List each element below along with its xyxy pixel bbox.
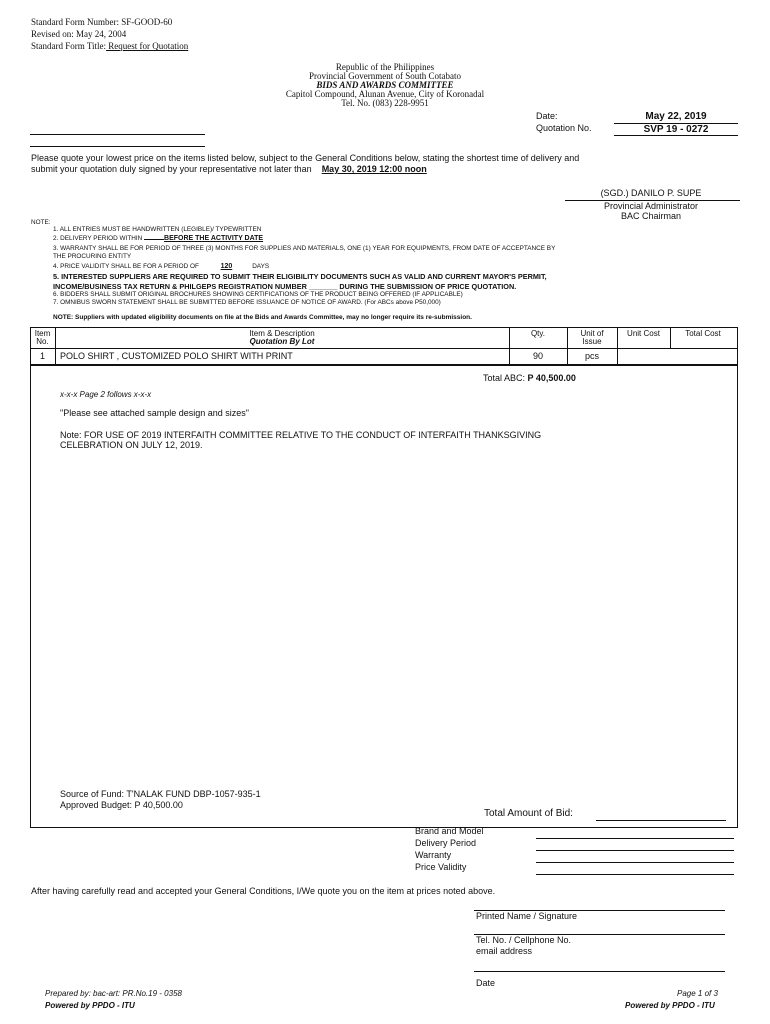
note-2-prefix: 2. DELIVERY PERIOD WITHIN xyxy=(53,235,143,242)
header-total-cost: Total Cost xyxy=(685,329,721,338)
note-4 xyxy=(53,263,269,270)
interfaith-note-2: CELEBRATION ON JULY 12, 2019. xyxy=(60,440,203,450)
total-abc-label: Total ABC: xyxy=(483,373,526,383)
warranty-field[interactable] xyxy=(536,862,734,863)
acceptance-text: After having carefully read and accepted your General Conditions, I/We quote you on the item at prices noted above. xyxy=(31,886,496,896)
note-4-suffix: DAYS xyxy=(252,263,270,270)
header-unit-2: Issue xyxy=(582,337,602,346)
row-unit: pcs xyxy=(584,351,599,361)
prepared-by: Prepared by: bac-art: PR.No.19 - 0358 xyxy=(45,989,182,998)
deadline: May 30, 2019 12:00 noon xyxy=(321,164,427,174)
note-3a: 3. WARRANTY SHALL BE FOR PERIOD OF THREE (3) MONTHS FOR SUPPLIES AND MATERIALS, ONE (1) YEAR FOR EQUIPMENTS, FROM DATE OF ACCEPTANCE BY xyxy=(53,245,556,252)
price-validity-field[interactable] xyxy=(536,874,734,875)
recipient-line-1 xyxy=(30,134,205,135)
row-qty: 90 xyxy=(532,351,543,361)
signatory-name: (SGD.) DANILO P. SUPE xyxy=(600,188,702,198)
note-7: 7. OMNIBUS SWORN STATEMENT SHALL BE SUBMITTED BEFORE ISSUANCE OF NOTICE OF AWARD. (For ABCs above P50,000) xyxy=(53,299,441,306)
note-4-prefix: 4. PRICE VALIDITY SHALL BE FOR A PERIOD OF xyxy=(53,263,199,270)
form-title xyxy=(31,41,188,51)
notes-label: NOTE: xyxy=(31,219,51,226)
page-number: Page 1 of 3 xyxy=(677,989,718,998)
agency-telephone: Tel. No. (083) 228-9951 xyxy=(341,98,429,108)
tel-label: Tel. No. / Cellphone No. xyxy=(476,935,572,945)
printed-name-label: Printed Name / Signature xyxy=(476,911,578,921)
total-bid-label: Total Amount of Bid: xyxy=(484,808,573,819)
signatory-position-1: Provincial Administrator xyxy=(603,201,699,211)
row-description: POLO SHIRT , CUSTOMIZED POLO SHIRT WITH PRINT xyxy=(60,351,293,361)
powered-by-left: Powered by PPDO - ITU xyxy=(45,1001,135,1010)
revised-date: Revised on: May 24, 2004 xyxy=(31,29,127,39)
agency-government: Provincial Government of South Cotabato xyxy=(309,71,461,81)
powered-by-right: Powered by PPDO - ITU xyxy=(625,1001,715,1010)
note-bold: NOTE: Suppliers with updated eligibility documents on file at the Bids and Awards Committee, may no longer require its re-submission. xyxy=(53,314,472,321)
note-1: 1. ALL ENTRIES MUST BE HANDWRITTEN (LEGIBLE)/ TYPEWRITTEN xyxy=(53,226,262,233)
header-item: Item xyxy=(34,329,51,338)
header-unit-1: Unit of xyxy=(580,329,604,338)
items-table xyxy=(30,327,738,828)
interfaith-note-1: Note: FOR USE OF 2019 INTERFAITH COMMITTEE RELATIVE TO THE CONDUCT OF INTERFAITH THANKSGIVING xyxy=(60,430,542,440)
header-qty: Qty. xyxy=(530,329,546,338)
row-divider xyxy=(30,364,738,366)
delivery-field[interactable] xyxy=(536,850,734,851)
header-description: Item & Description xyxy=(249,329,315,338)
warranty-label: Warranty xyxy=(415,850,452,860)
date-field[interactable] xyxy=(474,971,725,972)
delivery-label: Delivery Period xyxy=(415,838,477,848)
total-abc xyxy=(483,373,576,383)
note-5b: INCOME/BUSINESS TAX RETURN & PHILGEPS REGISTRATION NUMBER _______ DURING THE SUBMISSION OF PRICE QUOTATION. xyxy=(53,282,517,291)
recipient-line-2 xyxy=(30,146,205,147)
quotation-label: Quotation No. xyxy=(536,123,592,133)
header-unit-cost: Unit Cost xyxy=(627,329,660,338)
intro-line-1: Please quote your lowest price on the items listed below, subject to the General Conditions below, stating the shortest time of delivery and xyxy=(31,153,580,163)
note-5a: 5. INTERESTED SUPPLIERS ARE REQUIRED TO SUBMIT THEIR ELIGIBILITY DOCUMENTS SUCH AS VALID AND CURRENT MAYOR'S PERMIT, xyxy=(53,272,547,281)
signatory-position-2: BAC Chairman xyxy=(620,211,682,221)
email-label: email address xyxy=(476,946,533,956)
intro-line-2 xyxy=(31,164,427,174)
form-number: Standard Form Number: SF-GOOD-60 xyxy=(31,17,173,27)
quotation-underline xyxy=(614,135,738,136)
header-no: No. xyxy=(36,337,49,346)
total-abc-value: P 40,500.00 xyxy=(527,373,576,383)
agency-country: Republic of the Philippines xyxy=(335,62,435,72)
brand-label: Brand and Model xyxy=(415,826,484,836)
price-validity-label: Price Validity xyxy=(415,862,467,872)
intro-line-2-prefix: submit your quotation duly signed by your representative not later than xyxy=(31,164,312,174)
brand-field[interactable] xyxy=(536,838,734,839)
header-quotation-by-lot: Quotation By Lot xyxy=(249,337,315,346)
form-title-label: Standard Form Title: xyxy=(31,41,107,51)
agency-committee: BIDS AND AWARDS COMMITTEE xyxy=(316,80,454,90)
date-value: May 22, 2019 xyxy=(645,111,707,122)
form-title-value: Request for Quotation xyxy=(106,41,189,51)
note-4-value: 120 xyxy=(220,263,233,270)
note-6: 6. BIDDERS SHALL SUBMIT ORIGINAL BROCHURES SHOWING CERTIFICATIONS OF THE PRODUCT BEING OFFERED (IF APPLICABLE) xyxy=(53,291,463,298)
row-item-no: 1 xyxy=(39,351,45,361)
approved-budget: Approved Budget: P 40,500.00 xyxy=(60,800,183,810)
note-2 xyxy=(53,235,275,242)
date-label: Date: xyxy=(536,111,558,121)
agency-address: Capitol Compound, Alunan Avenue, City of Koronadal xyxy=(285,89,485,99)
header-divider xyxy=(30,348,738,349)
quotation-value: SVP 19 - 0272 xyxy=(643,124,709,135)
sample-note: "Please see attached sample design and sizes" xyxy=(60,408,250,418)
page-follows: x-x-x Page 2 follows x-x-x xyxy=(60,390,152,399)
signature-date-label: Date xyxy=(476,978,496,988)
note-3b: THE PROCURING ENTITY xyxy=(53,253,132,260)
source-of-fund: Source of Fund: T'NALAK FUND DBP-1057-935-1 xyxy=(60,789,261,799)
note-2-value: BEFORE THE ACTIVITY DATE xyxy=(164,235,264,242)
total-bid-field[interactable] xyxy=(596,820,726,821)
